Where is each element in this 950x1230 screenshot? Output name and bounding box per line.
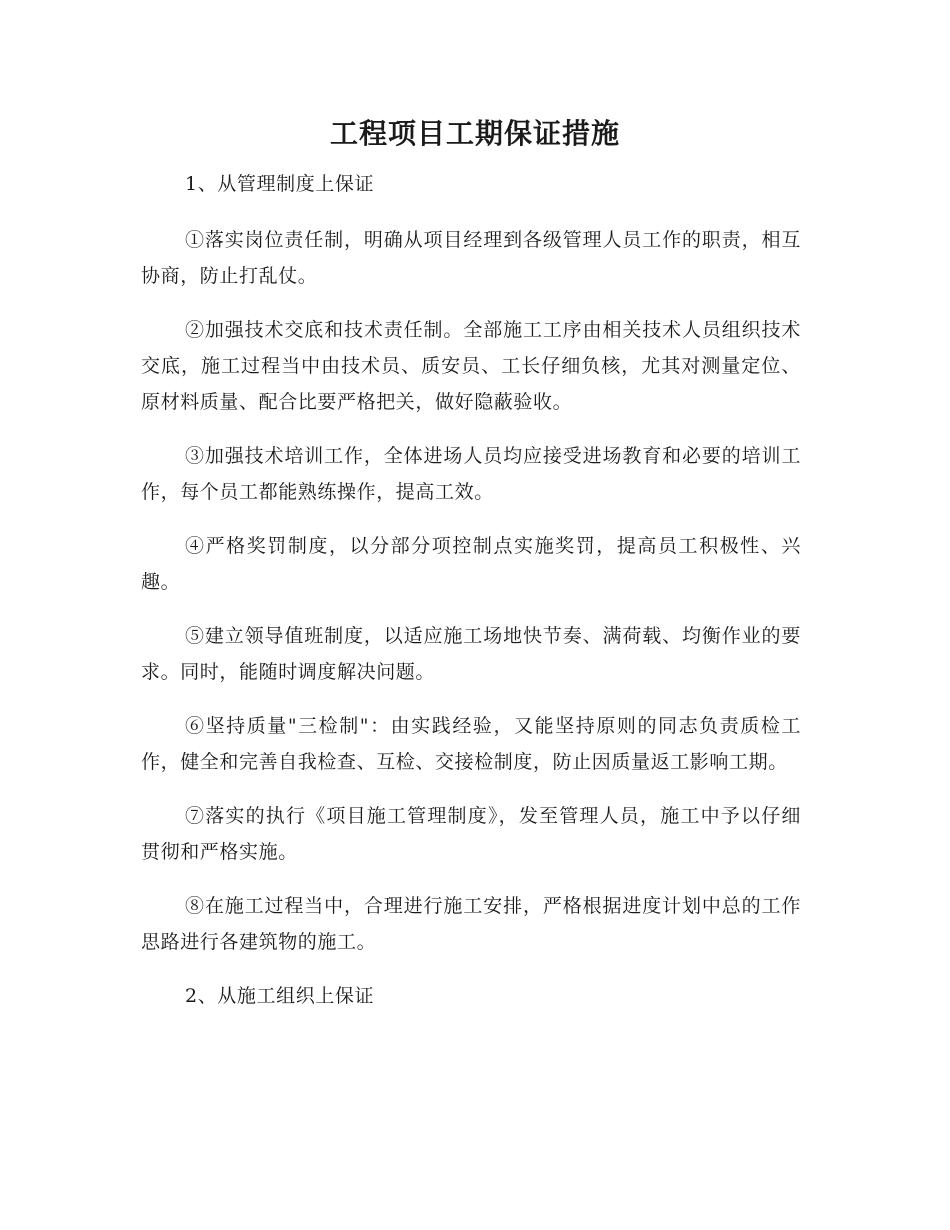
paragraph-item-1: ①落实岗位责任制，明确从项目经理到各级管理人员工作的职责，相互协商，防止打乱仗。 xyxy=(141,229,801,287)
paragraph-item-6: ⑥坚持质量"三检制"：由实践经验，又能坚持原则的同志负责质检工作，健全和完善自我检查、互检、交接检制度，防止因质量返工影响工期。 xyxy=(141,715,801,773)
paragraph-item-3: ③加强技术培训工作，全体进场人员均应接受进场教育和必要的培训工作，每个员工都能熟练操作，提高工效。 xyxy=(141,445,801,503)
paragraph-item-8: ⑧在施工过程当中，合理进行施工安排，严格根据进度计划中总的工作思路进行各建筑物的施工。 xyxy=(141,895,801,953)
paragraph-item-7: ⑦落实的执行《项目施工管理制度》，发至管理人员，施工中予以仔细贯彻和严格实施。 xyxy=(141,805,801,863)
document-title: 工程项目工期保证措施 xyxy=(329,117,620,150)
document-body xyxy=(141,166,801,1034)
section-heading-1: 1、从管理制度上保证 xyxy=(185,173,375,195)
paragraph-item-4: ④严格奖罚制度，以分部分项控制点实施奖罚，提高员工积极性、兴趣。 xyxy=(141,535,801,593)
paragraph-item-2: ②加强技术交底和技术责任制。全部施工工序由相关技术人员组织技术交底，施工过程当中由技术员、质安员、工长仔细负核，尤其对测量定位、原材料质量、配合比要严格把关，做好隐蔽验收。 xyxy=(141,319,801,413)
section-heading-2: 2、从施工组织上保证 xyxy=(185,985,375,1007)
paragraph-item-5: ⑤建立领导值班制度，以适应施工场地快节奏、满荷载、均衡作业的要求。同时，能随时调度解决问题。 xyxy=(141,625,801,683)
